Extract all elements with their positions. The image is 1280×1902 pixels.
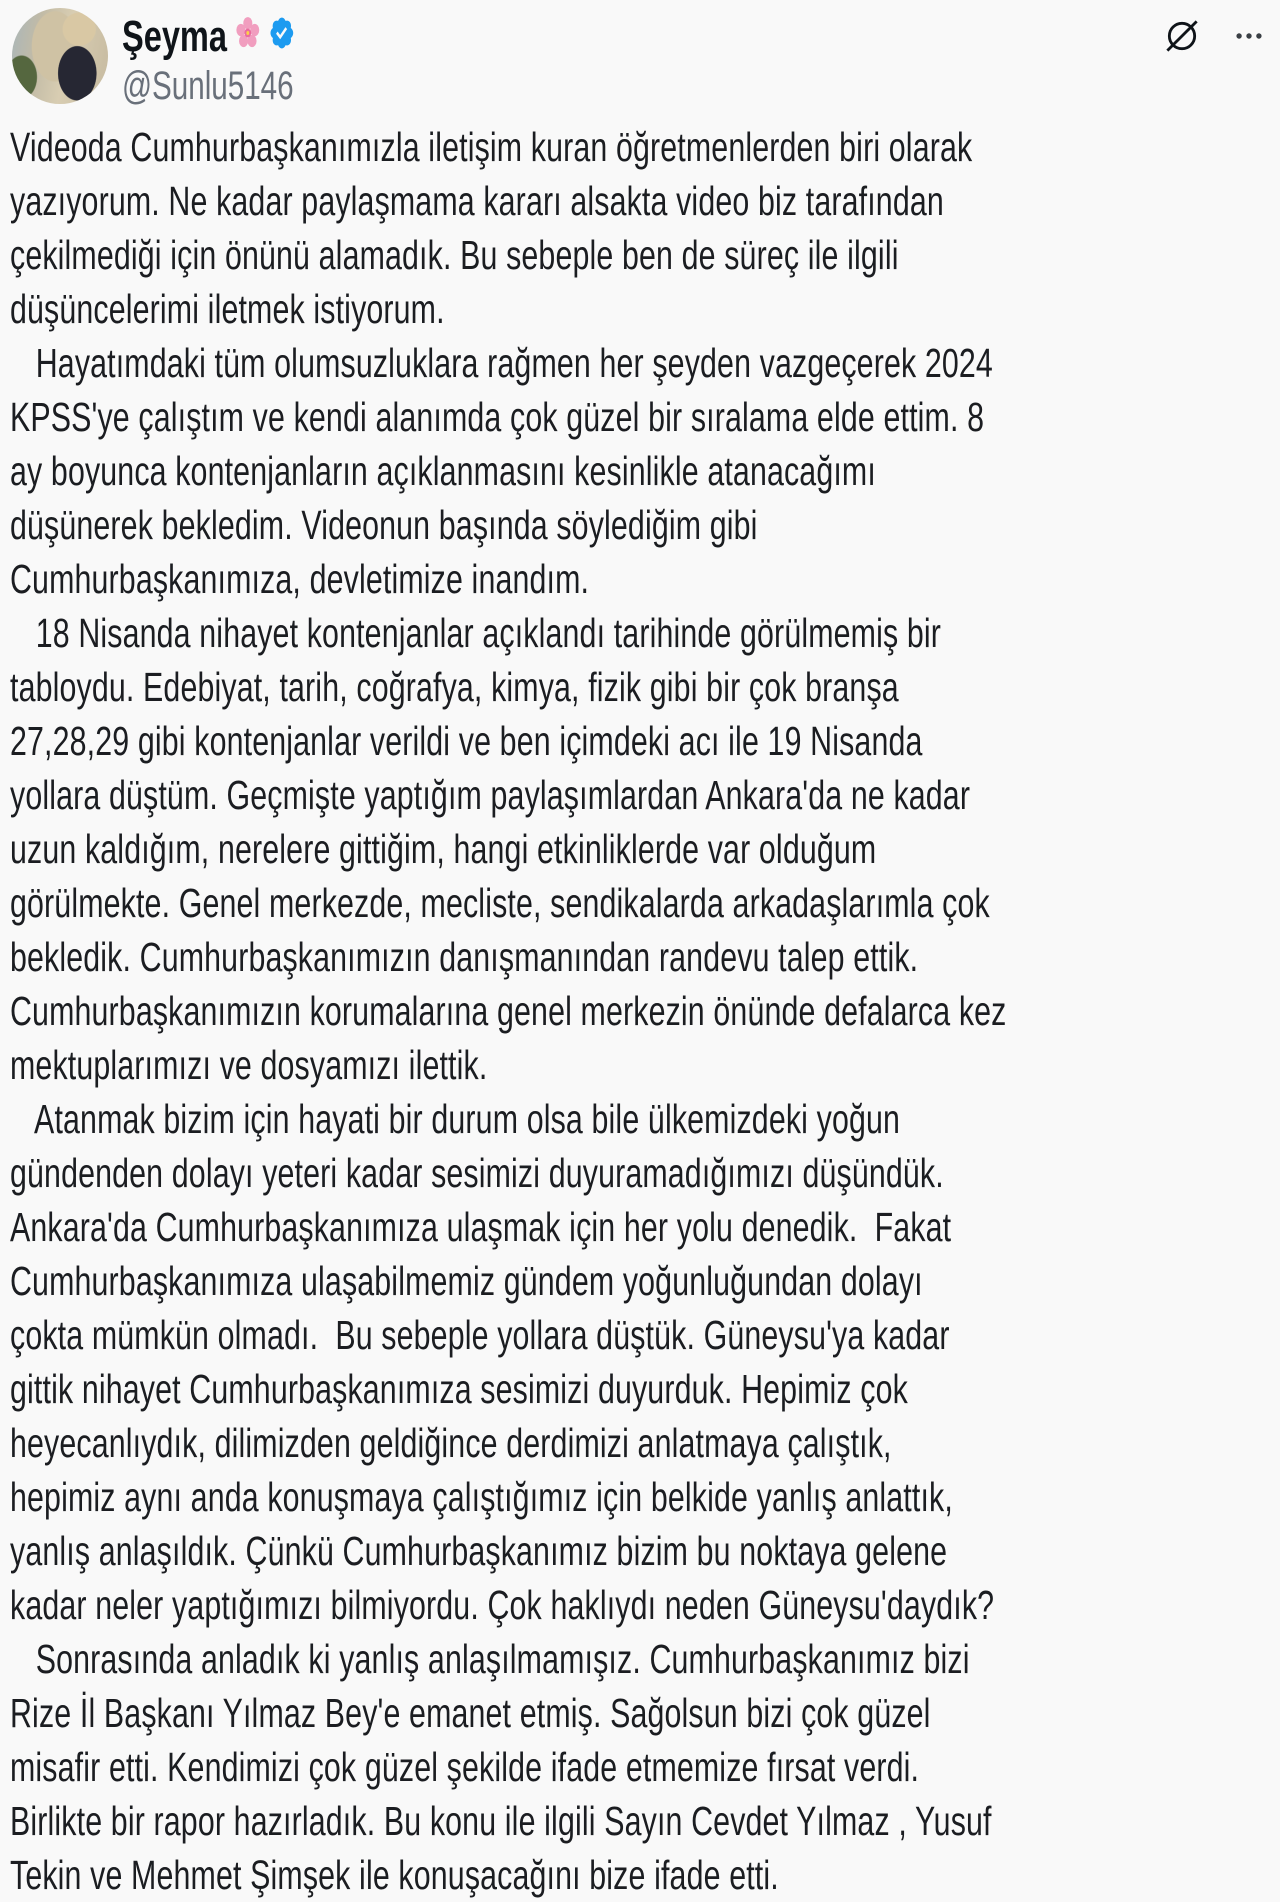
tweet-text-line: 27,28,29 gibi kontenjanlar verildi ve ben içimdeki acı ile 19 Nisanda [10,718,923,764]
tweet-text-line: Atanmak bizim için hayati bir durum olsa bile ülkemizdeki yoğun [10,1096,901,1142]
tweet-text-line: çokta mümkün olmadı. Bu sebeple yollara düştük. Güneysu'ya kadar [10,1312,950,1358]
grok-slashed-circle-icon [1162,44,1202,59]
tweet-text-line: ay boyunca kontenjanların açıklanmasını kesinlikle atanacağımı [10,448,876,494]
tweet-text-line: Cumhurbaşkanımıza ulaşabilmemiz gündem yoğunluğundan dolayı [10,1258,923,1304]
tweet-text-line: Rize İl Başkanı Yılmaz Bey'e emanet etmiş. Sağolsun bizi çok güzel [10,1690,931,1736]
tweet-text-line: KPSS'ye çalıştım ve kendi alanımda çok güzel bir sıralama elde ettim. 8 [10,394,985,440]
tweet-header [0,0,1280,118]
more-ellipsis-icon [1232,41,1266,56]
tweet-text-line: misafir etti. Kendimizi çok güzel şekilde ifade etmemize fırsat verdi. [10,1744,920,1790]
tweet-text-line: tabloydu. Edebiyat, tarih, coğrafya, kimya, fizik gibi bir çok branşa [10,664,899,710]
more-button[interactable] [1232,19,1266,53]
tweet-text-line: çekilmediği için önünü alamadık. Bu sebeple ben de süreç ile ilgili [10,232,899,278]
tweet-text-line: Cumhurbaşkanımıza, devletimize inandım. [10,556,590,602]
author-handle[interactable]: @Sunlu5146 [122,64,294,108]
header-actions [1162,16,1266,56]
tweet-text-line: mektuplarımızı ve dosyamızı ilettik. [10,1042,488,1088]
tweet-text-line: uzun kaldığım, nerelere gittiğim, hangi etkinliklerde var olduğum [10,826,877,872]
tweet-text-line: Cumhurbaşkanımızın korumalarına genel merkezin önünde defalarca kez [10,988,1007,1034]
tweet-text-line: düşüncelerimi iletmek istiyorum. [10,286,445,332]
tweet-text-line: Sonrasında anladık ki yanlış anlaşılmamışız. Cumhurbaşkanımız bizi [10,1636,970,1682]
tweet-text-line: gündenden dolayı yeteri kadar sesimizi duyuramadığımızı düşündük. [10,1150,944,1196]
verified-badge-icon[interactable] [268,12,295,62]
tweet-text-line: görülmekte. Genel merkezde, mecliste, sendikalarda arkadaşlarımla çok [10,880,990,926]
cherry-blossom-icon [234,12,261,62]
tweet-text [10,120,1280,1902]
tweet-text-line: kadar neler yaptığımızı bilmiyordu. Çok haklıydı neden Güneysu'daydık? [10,1582,995,1628]
tweet-text-line: bekledik. Cumhurbaşkanımızın danışmanından randevu talep ettik. [10,934,919,980]
tweet-text-line: yollara düştüm. Geçmişte yaptığım paylaşımlardan Ankara'da ne kadar [10,772,971,818]
tweet-text-line: hepimiz aynı anda konuşmaya çalıştığımız için belkide yanlış anlattık, [10,1474,953,1520]
avatar[interactable] [12,8,108,104]
tweet-text-line: Videoda Cumhurbaşkanımızla iletişim kuran öğretmenlerden biri olarak [10,124,973,170]
tweet-text-line: yanlış anlaşıldık. Çünkü Cumhurbaşkanımız bizim bu noktaya gelene [10,1528,948,1574]
tweet-text-line: heyecanlıydık, dilimizden geldiğince derdimizi anlatmaya çalıştık, [10,1420,892,1466]
tweet-text-line: gittik nihayet Cumhurbaşkanımıza sesimizi duyurduk. Hepimiz çok [10,1366,908,1412]
grok-button[interactable] [1162,16,1202,56]
tweet-text-line: 18 Nisanda nihayet kontenjanlar açıklandı tarihinde görülmemiş bir [10,610,942,656]
author-display-name[interactable]: Şeyma [122,12,227,61]
tweet-text-line: Tekin ve Mehmet Şimşek ile konuşacağını bize ifade etti. [10,1852,779,1898]
tweet-text-line: düşünerek bekledim. Videonun başında söylediğim gibi [10,502,758,548]
tweet-text-line: yazıyorum. Ne kadar paylaşmama kararı alsakta video biz tarafından [10,178,944,224]
tweet-text-line: Ankara'da Cumhurbaşkanımıza ulaşmak için her yolu denedik. Fakat [10,1204,952,1250]
author-name-row[interactable] [122,12,1280,62]
tweet-text-line: Hayatımdaki tüm olumsuzluklara rağmen her şeyden vazgeçerek 2024 [10,340,993,386]
tweet-text-line: Birlikte bir rapor hazırladık. Bu konu ile ilgili Sayın Cevdet Yılmaz , Yusuf [10,1798,992,1844]
